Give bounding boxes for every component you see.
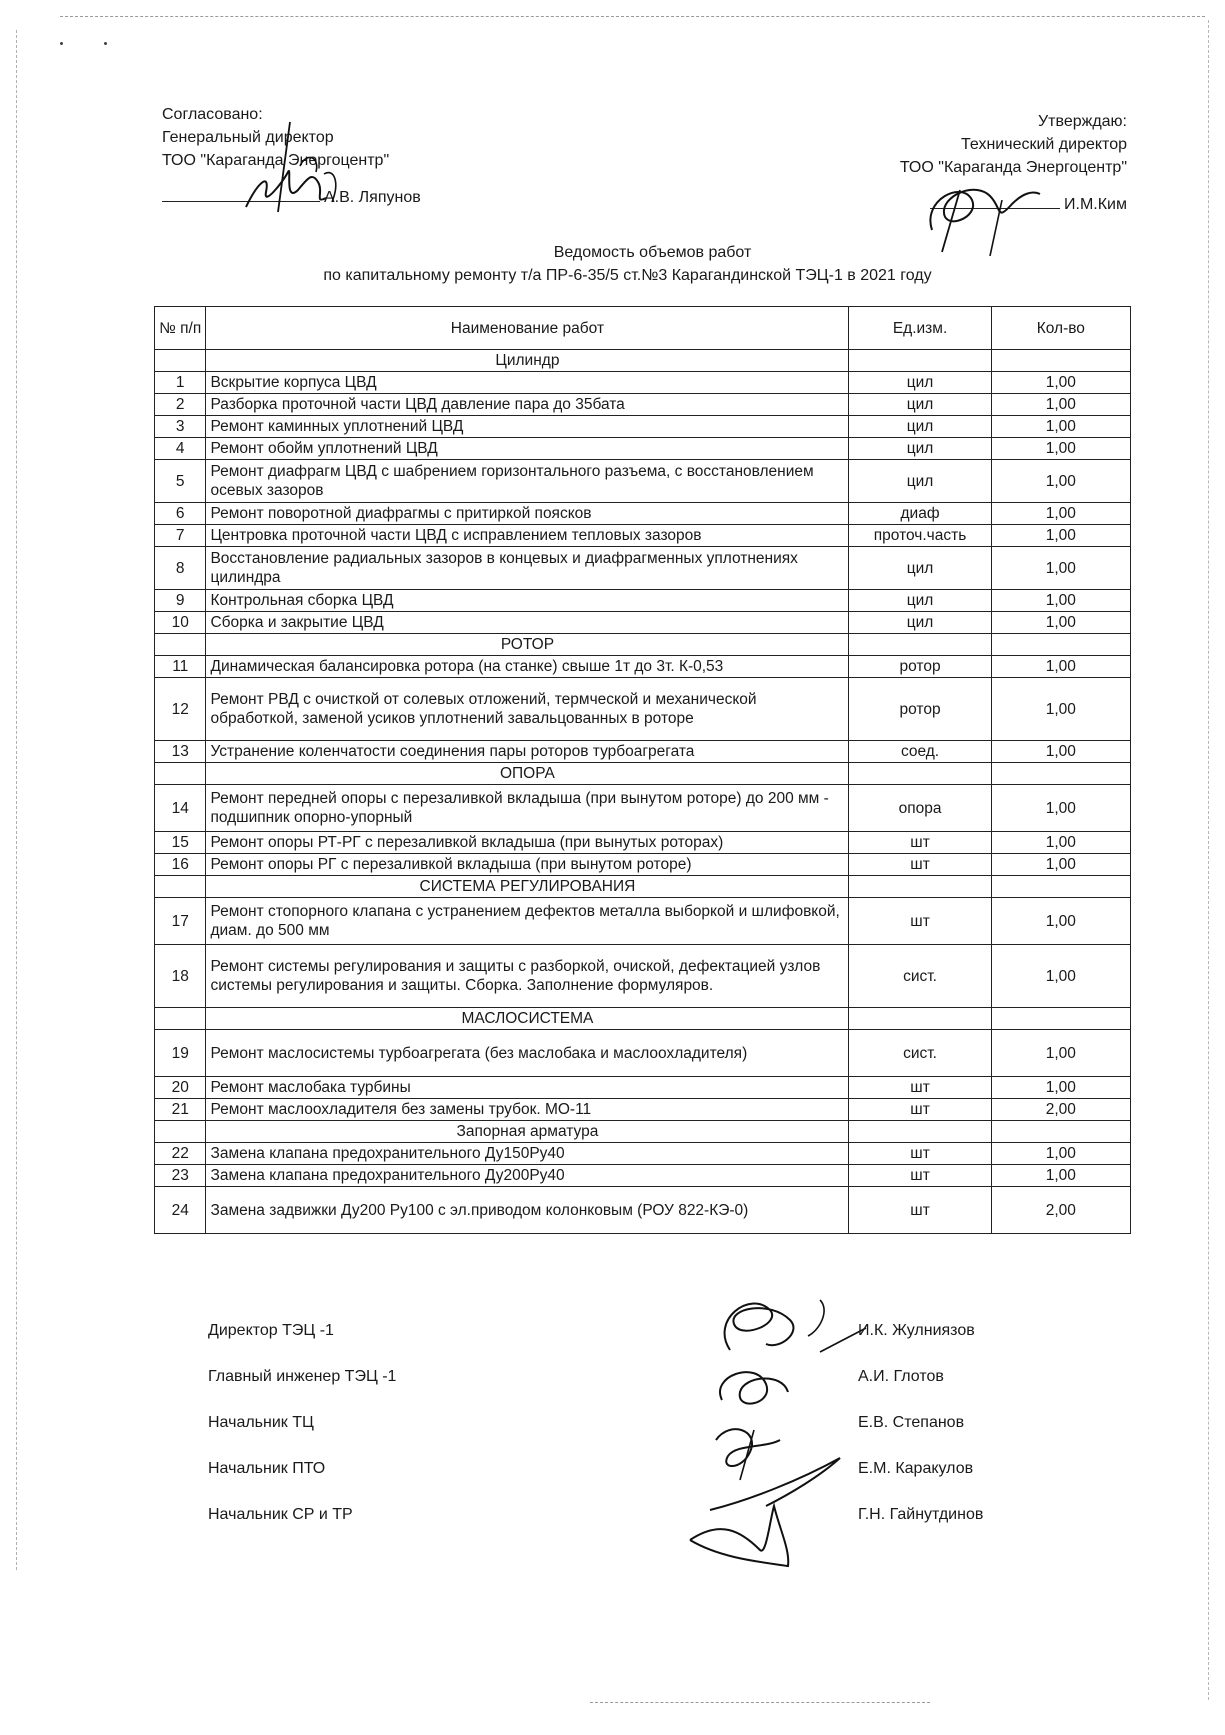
signatory-position: Начальник ПТО: [208, 1460, 326, 1477]
row-name: Ремонт стопорного клапана с устранением дефектов металла выборкой и шлифовкой, диам. до 500 мм: [206, 898, 849, 945]
row-num: 4: [155, 438, 206, 460]
table-row: [155, 1030, 1131, 1077]
table-row: [155, 416, 1131, 438]
signatory-positions: [208, 1322, 396, 1552]
section-title: Запорная арматура: [206, 1121, 849, 1143]
signatory-name: Г.Н. Гайнутдинов: [858, 1506, 984, 1523]
row-unit: цил: [849, 547, 991, 590]
row-qty: 2,00: [991, 1099, 1130, 1121]
approved-name: И.М.Ким: [1064, 196, 1127, 213]
row-unit: шт: [849, 1165, 991, 1187]
row-unit: шт: [849, 832, 991, 854]
row-qty: 1,00: [991, 547, 1130, 590]
section-title: ОПОРА: [206, 763, 849, 785]
table-row: [155, 590, 1131, 612]
agreed-label: Согласовано:: [162, 106, 263, 123]
row-unit: цил: [849, 372, 991, 394]
approved-label: Утверждаю:: [1038, 113, 1127, 130]
table-row: [155, 898, 1131, 945]
row-unit: цил: [849, 438, 991, 460]
row-qty: 1,00: [991, 372, 1130, 394]
row-name: Ремонт РВД с очисткой от солевых отложений, термческой и механической обработкой, заменой усиков уплотнений завальцованных в роторе: [206, 678, 849, 741]
row-unit: шт: [849, 854, 991, 876]
table-row: [155, 547, 1131, 590]
row-qty: 1,00: [991, 945, 1130, 1008]
table-row: [155, 525, 1131, 547]
table-row: [155, 945, 1131, 1008]
row-name: Вскрытие корпуса ЦВД: [206, 372, 849, 394]
row-qty: 1,00: [991, 898, 1130, 945]
row-unit: цил: [849, 460, 991, 503]
row-num: 10: [155, 612, 206, 634]
row-num: 3: [155, 416, 206, 438]
row-qty: 1,00: [991, 525, 1130, 547]
signatory-name: И.К. Жулниязов: [858, 1322, 975, 1339]
row-qty: 1,00: [991, 741, 1130, 763]
row-name: Замена задвижки Ду200 Ру100 с эл.приводом колонковым (РОУ 822-КЭ-0): [206, 1187, 849, 1234]
row-name: Ремонт маслоохладителя без замены трубок. МО-11: [206, 1099, 849, 1121]
row-name: Динамическая балансировка ротора (на станке) свыше 1т до 3т. К-0,53: [206, 656, 849, 678]
table-row: [155, 832, 1131, 854]
table-row: [155, 394, 1131, 416]
row-name: Центровка проточной части ЦВД с исправлением тепловых зазоров: [206, 525, 849, 547]
header-num: № п/п: [155, 307, 206, 350]
table-row: [155, 1187, 1131, 1234]
row-qty: 1,00: [991, 1165, 1130, 1187]
row-qty: 2,00: [991, 1187, 1130, 1234]
section-row: [155, 634, 1131, 656]
table-row: [155, 785, 1131, 832]
row-num: 7: [155, 525, 206, 547]
row-num: 12: [155, 678, 206, 741]
agreed-position: Генеральный директор: [162, 129, 334, 146]
header-qty: Кол-во: [991, 307, 1130, 350]
table-row: [155, 1099, 1131, 1121]
row-qty: 1,00: [991, 590, 1130, 612]
row-num: 18: [155, 945, 206, 1008]
row-unit: цил: [849, 612, 991, 634]
section-row: [155, 350, 1131, 372]
scan-speck: [104, 42, 107, 45]
row-qty: 1,00: [991, 656, 1130, 678]
row-num: 11: [155, 656, 206, 678]
table-row: [155, 460, 1131, 503]
row-unit: диаф: [849, 503, 991, 525]
row-num: 1: [155, 372, 206, 394]
table-row: [155, 1165, 1131, 1187]
row-unit: цил: [849, 394, 991, 416]
row-qty: 1,00: [991, 854, 1130, 876]
signatory-names: [858, 1322, 983, 1552]
agreed-company: ТОО "Караганда Энергоцентр": [162, 152, 390, 169]
row-unit: соед.: [849, 741, 991, 763]
row-unit: сист.: [849, 945, 991, 1008]
row-unit: цил: [849, 416, 991, 438]
row-name: Ремонт передней опоры с перезаливкой вкладыша (при вынутом роторе) до 200 мм - подшипник опорно-упорный: [206, 785, 849, 832]
table-row: [155, 854, 1131, 876]
row-num: 20: [155, 1077, 206, 1099]
row-num: 8: [155, 547, 206, 590]
row-name: Ремонт опоры РТ-РГ с перезаливкой вкладыша (при вынутых роторах): [206, 832, 849, 854]
signatory-name: Е.М. Каракулов: [858, 1460, 974, 1477]
agreed-name: А.В. Ляпунов: [324, 189, 421, 206]
row-qty: 1,00: [991, 438, 1130, 460]
title-line-2: по капитальному ремонту т/а ПР-6-35/5 ст.№3 Карагандинской ТЭЦ-1 в 2021 году: [323, 267, 932, 284]
row-qty: 1,00: [991, 503, 1130, 525]
row-unit: цил: [849, 590, 991, 612]
section-title: МАСЛОСИСТЕМА: [206, 1008, 849, 1030]
row-num: 5: [155, 460, 206, 503]
row-unit: ротор: [849, 678, 991, 741]
section-row: [155, 1008, 1131, 1030]
section-title: РОТОР: [206, 634, 849, 656]
row-unit: шт: [849, 1099, 991, 1121]
row-name: Разборка проточной части ЦВД давление пара до 35бата: [206, 394, 849, 416]
row-qty: 1,00: [991, 460, 1130, 503]
row-name: Ремонт каминных уплотнений ЦВД: [206, 416, 849, 438]
row-unit: шт: [849, 1143, 991, 1165]
row-qty: 1,00: [991, 394, 1130, 416]
signatories-signatures: [670, 1280, 870, 1570]
table-row: [155, 438, 1131, 460]
row-unit: шт: [849, 1077, 991, 1099]
works-table: [154, 306, 1131, 1234]
row-num: 22: [155, 1143, 206, 1165]
approved-position: Технический директор: [961, 136, 1127, 153]
signatory-name: А.И. Глотов: [858, 1368, 944, 1385]
row-name: Восстановление радиальных зазоров в концевых и диафрагменных уплотнениях цилиндра: [206, 547, 849, 590]
header-unit: Ед.изм.: [849, 307, 991, 350]
table-row: [155, 678, 1131, 741]
row-num: 23: [155, 1165, 206, 1187]
signatory-name: Е.В. Степанов: [858, 1414, 965, 1431]
row-num: 21: [155, 1099, 206, 1121]
row-name: Ремонт поворотной диафрагмы с притиркой поясков: [206, 503, 849, 525]
signatory-position: Главный инженер ТЭЦ -1: [208, 1368, 397, 1385]
row-qty: 1,00: [991, 612, 1130, 634]
row-name: Устранение коленчатости соединения пары роторов турбоагрегата: [206, 741, 849, 763]
row-qty: 1,00: [991, 785, 1130, 832]
row-unit: ротор: [849, 656, 991, 678]
table-row: [155, 741, 1131, 763]
title-line-1: Ведомость объемов работ: [553, 244, 752, 261]
row-unit: шт: [849, 898, 991, 945]
row-name: Ремонт обойм уплотнений ЦВД: [206, 438, 849, 460]
row-unit: шт: [849, 1187, 991, 1234]
row-unit: проточ.часть: [849, 525, 991, 547]
row-name: Контрольная сборка ЦВД: [206, 590, 849, 612]
section-row: [155, 1121, 1131, 1143]
signatory-position: Директор ТЭЦ -1: [208, 1322, 334, 1339]
row-num: 6: [155, 503, 206, 525]
section-row: [155, 876, 1131, 898]
table-header-row: [155, 307, 1131, 350]
scan-edge-top: [60, 16, 1205, 17]
agreed-signature: [228, 112, 358, 222]
row-unit: сист.: [849, 1030, 991, 1077]
row-name: Замена клапана предохранительного Ду150Ру40: [206, 1143, 849, 1165]
section-title: Цилиндр: [206, 350, 849, 372]
row-qty: 1,00: [991, 1030, 1130, 1077]
signatory-position: Начальник СР и ТР: [208, 1506, 353, 1523]
scan-speck: [60, 42, 63, 45]
row-name: Ремонт маслобака турбины: [206, 1077, 849, 1099]
row-qty: 1,00: [991, 1143, 1130, 1165]
table-row: [155, 1143, 1131, 1165]
document-title: [0, 241, 1225, 287]
row-num: 2: [155, 394, 206, 416]
row-num: 24: [155, 1187, 206, 1234]
header-name: Наименование работ: [206, 307, 849, 350]
row-name: Ремонт системы регулирования и защиты с разборкой, очиской, дефектацией узлов системы регулирования и защиты. Сборка. Заполнение формуляров.: [206, 945, 849, 1008]
table-row: [155, 503, 1131, 525]
approved-company: ТОО "Караганда Энергоцентр": [899, 159, 1127, 176]
row-num: 14: [155, 785, 206, 832]
row-name: Ремонт опоры РГ с перезаливкой вкладыша (при вынутом роторе): [206, 854, 849, 876]
row-unit: опора: [849, 785, 991, 832]
table-row: [155, 1077, 1131, 1099]
row-num: 9: [155, 590, 206, 612]
row-num: 16: [155, 854, 206, 876]
row-num: 13: [155, 741, 206, 763]
scan-edge-bottom: [590, 1702, 930, 1703]
row-name: Замена клапана предохранительного Ду200Ру40: [206, 1165, 849, 1187]
row-name: Ремонт диафрагм ЦВД с шабрением горизонтального разъема, с восстановлением осевых зазоров: [206, 460, 849, 503]
row-name: Ремонт маслосистемы турбоагрегата (без маслобака и маслоохладителя): [206, 1030, 849, 1077]
table-row: [155, 612, 1131, 634]
row-num: 15: [155, 832, 206, 854]
row-name: Сборка и закрытие ЦВД: [206, 612, 849, 634]
signatory-position: Начальник ТЦ: [208, 1414, 314, 1431]
table-row: [155, 656, 1131, 678]
row-qty: 1,00: [991, 1077, 1130, 1099]
row-qty: 1,00: [991, 416, 1130, 438]
table-row: [155, 372, 1131, 394]
row-num: 17: [155, 898, 206, 945]
section-title: СИСТЕМА РЕГУЛИРОВАНИЯ: [206, 876, 849, 898]
row-qty: 1,00: [991, 832, 1130, 854]
section-row: [155, 763, 1131, 785]
row-qty: 1,00: [991, 678, 1130, 741]
row-num: 19: [155, 1030, 206, 1077]
